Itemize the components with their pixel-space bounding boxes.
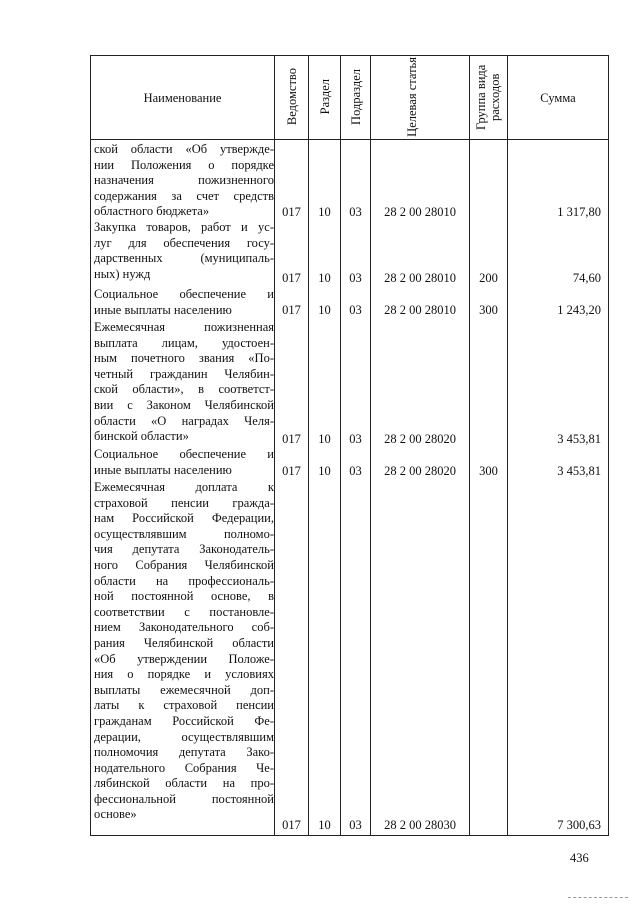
cell-subsection: 03 (349, 205, 362, 219)
table-bottom-border (90, 835, 609, 836)
cell-subsection: 03 (349, 271, 362, 285)
row-description: Ежемесячная пожизненная выплата лицам, удостоен- ным почетного звания «По- четный гражданин Челябин- ской области», в соответст- вии с Законом Челябинской области «О наградах Челя- бинской области» (94, 320, 274, 444)
row-description: Социальное обеспечение и иные выплаты населению (94, 447, 274, 477)
footer-divider (568, 897, 628, 898)
cell-target: 28 2 00 28020 (384, 432, 456, 446)
row-description: Социальное обеспечение и иные выплаты населению (94, 287, 274, 317)
cell-section: 10 (318, 303, 331, 317)
cell-department: 017 (282, 271, 301, 285)
cell-subsection: 03 (349, 818, 362, 832)
cell-subsection: 03 (349, 303, 362, 317)
cell-amount: 3 453,81 (557, 432, 601, 446)
cell-section: 10 (318, 205, 331, 219)
cell-section: 10 (318, 464, 331, 478)
cell-department: 017 (282, 303, 301, 317)
row-description: ской области «Об утвержде- нии Положения о порядке назначения пожизненного содержания за счет средств областного бюджета» (94, 142, 274, 219)
cell-department: 017 (282, 818, 301, 832)
cell-group: 200 (479, 271, 498, 285)
cell-department: 017 (282, 205, 301, 219)
cell-target: 28 2 00 28010 (384, 271, 456, 285)
col-border (608, 55, 609, 836)
row-description: Закупка товаров, работ и ус- луг для обеспечения госу- дарственных (муниципаль- ных) нужд (94, 220, 274, 281)
col-border (90, 55, 91, 836)
header-name: Наименование (143, 91, 222, 105)
cell-amount: 1 317,80 (557, 205, 601, 219)
cell-subsection: 03 (349, 432, 362, 446)
cell-amount: 7 300,63 (557, 818, 601, 832)
cell-department: 017 (282, 464, 301, 478)
cell-department: 017 (282, 432, 301, 446)
header-section: Раздел (317, 79, 332, 115)
cell-target: 28 2 00 28020 (384, 464, 456, 478)
row-description: Ежемесячная доплата к страховой пенсии гражда- нам Российской Федерации, осуществлявшим полномо- чия депутата Законодатель- ного Собрания Челябинской области на профессиональ- ной постоянной основе, в соответствии с постановле- нием Законодательного соб- рания Челябинской области «Об утверждении Положе- ния о порядке и условиях выплаты ежемесячной доп- латы к страховой пенсии гражданам Российской Фе- дерации, осуществлявшим полномочия депутата Зако- нодательного Собрания Че- лябинской области на про- фессиональной постоянной основе» (94, 480, 274, 822)
cell-amount: 1 243,20 (557, 303, 601, 317)
cell-group: 300 (479, 464, 498, 478)
header-bottom-border (90, 139, 609, 140)
header-expense-group: Группа вида расходов (473, 64, 502, 130)
cell-section: 10 (318, 818, 331, 832)
header-target-article: Целевая статья (405, 57, 419, 137)
cell-subsection: 03 (349, 464, 362, 478)
header-subsection: Подраздел (348, 69, 363, 125)
cell-target: 28 2 00 28010 (384, 205, 456, 219)
cell-target: 28 2 00 28010 (384, 303, 456, 317)
header-amount: Сумма (540, 91, 576, 105)
col-border (469, 55, 470, 836)
cell-target: 28 2 00 28030 (384, 818, 456, 832)
cell-section: 10 (318, 271, 331, 285)
cell-amount: 3 453,81 (557, 464, 601, 478)
page-number: 436 (570, 851, 589, 865)
cell-section: 10 (318, 432, 331, 446)
header-department: Ведомство (284, 68, 299, 126)
cell-amount: 74,60 (572, 271, 601, 285)
cell-group: 300 (479, 303, 498, 317)
